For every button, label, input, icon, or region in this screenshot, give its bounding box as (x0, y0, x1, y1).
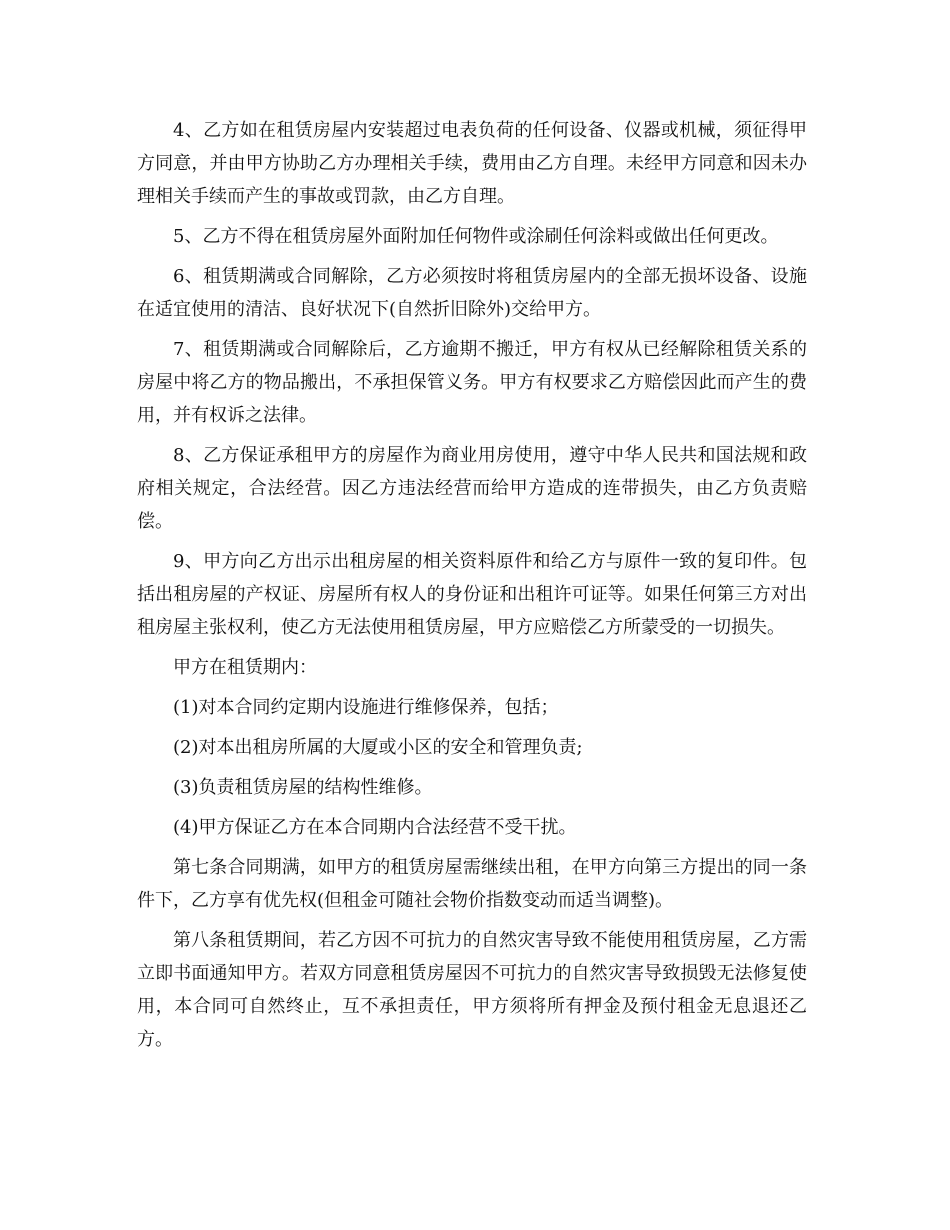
paragraph-item-4: (4)甲方保证乙方在本合同期内合法经营不受干扰。 (173, 817, 577, 838)
paragraph-clause-4: 4、乙方如在租赁房屋内安装超过电表负荷的任何设备、仪器或机械，须征得甲方同意，并由甲方协助乙方办理相关手续，费用由乙方自理。未经甲方同意和因未办理相关手续而产生的事故或罚款，由乙方自理。 (137, 120, 807, 207)
paragraph-clause-9: 9、甲方向乙方出示出租房屋的相关资料原件和给乙方与原件一致的复印件。包括出租房屋的产权证、房屋所有权人的身份证和出租许可证等。如果任何第三方对出租房屋主张权利，使乙方无法使用租赁房屋，甲方应赔偿乙方所蒙受的一切损失。 (137, 551, 807, 638)
paragraph-clause-7: 7、租赁期满或合同解除后，乙方逾期不搬迁，甲方有权从已经解除租赁关系的房屋中将乙方的物品搬出，不承担保管义务。甲方有权要求乙方赔偿因此而产生的费用，并有权诉之法律。 (137, 339, 807, 426)
document-body (137, 114, 807, 1063)
paragraph-article-8: 第八条租赁期间，若乙方因不可抗力的自然灾害导致不能使用租赁房屋，乙方需立即书面通知甲方。若双方同意租赁房屋因不可抗力的自然灾害导致损毁无法修复使用，本合同可自然终止，互不承担责任，甲方须将所有押金及预付租金无息退还乙方。 (137, 930, 807, 1050)
paragraph-item-2: (2)对本出租房所属的大厦或小区的安全和管理负责; (173, 737, 583, 758)
paragraph-party-a-heading: 甲方在租赁期内： (173, 657, 317, 678)
paragraph-clause-8: 8、乙方保证承租甲方的房屋作为商业用房使用，遵守中华人民共和国法规和政府相关规定，合法经营。因乙方违法经营而给甲方造成的连带损失，由乙方负责赔偿。 (137, 445, 807, 532)
paragraph-clause-6: 6、租赁期满或合同解除，乙方必须按时将租赁房屋内的全部无损坏设备、设施在适宜使用的清洁、良好状况下(自然折旧除外)交给甲方。 (137, 266, 807, 320)
paragraph-clause-5: 5、乙方不得在租赁房屋外面附加任何物件或涂刷任何涂料或做出任何更改。 (173, 226, 779, 247)
paragraph-item-3: (3)负责租赁房屋的结构性维修。 (173, 777, 433, 798)
paragraph-article-7: 第七条合同期满，如甲方的租赁房屋需继续出租，在甲方向第三方提出的同一条件下，乙方享有优先权(但租金可随社会物价指数变动而适当调整)。 (137, 857, 807, 911)
paragraph-item-1: (1)对本合同约定期内设施进行维修保养，包括； (173, 697, 559, 718)
